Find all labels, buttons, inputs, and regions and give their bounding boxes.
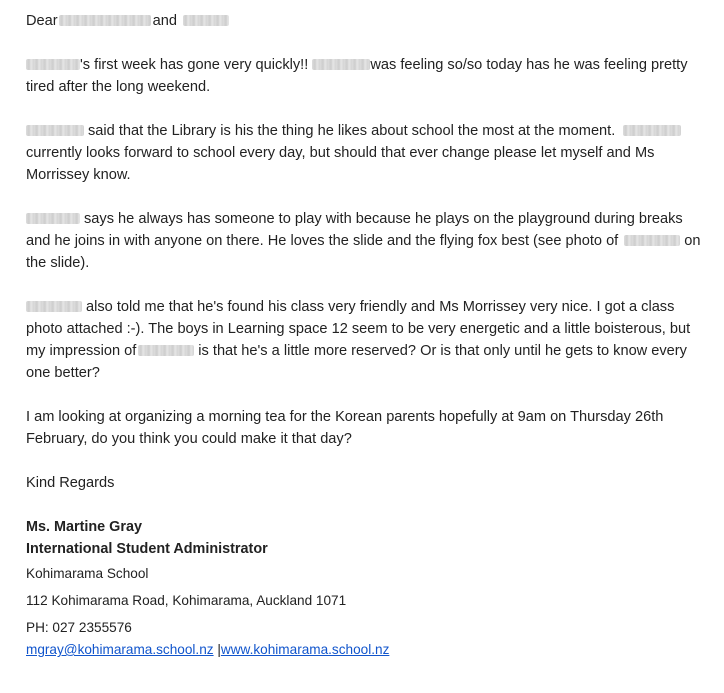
para4-line1: [26, 296, 706, 318]
redacted-name: [59, 15, 151, 26]
greeting-line: [26, 10, 706, 32]
para1-text-b: was feeling so/so today has he was feeling pretty: [370, 57, 688, 73]
website-link[interactable]: www.kohimarama.school.nz: [220, 642, 390, 657]
paragraph-gap: [26, 98, 706, 120]
signature-links: [26, 641, 706, 659]
redacted-name: [26, 125, 84, 136]
para2-line2: currently looks forward to school every day, but should that ever change please let myself and Ms: [26, 145, 655, 161]
email-link[interactable]: mgray@kohimarama.school.nz: [26, 642, 214, 657]
signature-phone: PH: 027 2355576: [26, 620, 132, 635]
paragraph-gap: [26, 450, 706, 472]
paragraph-gap: [26, 274, 706, 296]
para3-line1: [26, 208, 706, 230]
redacted-name: [623, 125, 681, 136]
redacted-name: [183, 15, 229, 26]
closing: Kind Regards: [26, 475, 115, 491]
paragraph-gap: [26, 384, 706, 406]
para3-line3: the slide).: [26, 255, 90, 271]
para2-line1: [26, 120, 706, 142]
email-body: [26, 10, 706, 659]
para4-line4: one better?: [26, 365, 100, 381]
link-separator: |: [217, 642, 221, 657]
paragraph-gap: [26, 186, 706, 208]
para3-text-b: and he joins in with anyone on there. He loves the slide and the flying fox best (see photo of: [26, 233, 619, 249]
signature-address: 112 Kohimarama Road, Kohimarama, Auckland 1071: [26, 593, 347, 608]
para4-text-b: my impression of: [26, 343, 137, 359]
redacted-name: [138, 345, 194, 356]
signature-name: Ms. Martine Gray: [26, 519, 142, 535]
para1-text-a: 's first week has gone very quickly!!: [80, 57, 309, 73]
para1-line1: [26, 54, 706, 76]
greeting-dear: Dear: [26, 13, 58, 29]
greeting-and: and: [152, 13, 177, 29]
redacted-name: [26, 213, 80, 224]
redacted-name: [312, 59, 370, 70]
signature-title: International Student Administrator: [26, 541, 268, 557]
para4-text-c: is that he's a little more reserved? Or is that only until he gets to know every: [198, 343, 687, 359]
signature-school: Kohimarama School: [26, 566, 149, 581]
para2-text-a: said that the Library is his the thing he likes about school the most at the moment.: [88, 123, 616, 139]
para4-line3: [26, 340, 706, 362]
para4-text-a: also told me that he's found his class very friendly and Ms Morrissey very nice. I got a class: [86, 299, 675, 315]
para5-line2: February, do you think you could make it that day?: [26, 431, 352, 447]
redacted-name: [26, 59, 80, 70]
para4-line2: photo attached :-). The boys in Learning space 12 seem to be very energetic and a little boisterous, but: [26, 321, 691, 337]
redacted-name: [26, 301, 82, 312]
signature-block: [26, 516, 706, 659]
para3-text-a: says he always has someone to play with because he plays on the playground during breaks: [84, 211, 683, 227]
para3-line2: [26, 230, 706, 252]
para5-line1: I am looking at organizing a morning tea for the Korean parents hopefully at 9am on Thursday 26th: [26, 409, 664, 425]
para3-text-c: on: [684, 233, 701, 249]
paragraph-gap: [26, 32, 706, 54]
para2-line3: Morrissey know.: [26, 167, 131, 183]
para1-line2: tired after the long weekend.: [26, 79, 211, 95]
redacted-name: [624, 235, 680, 246]
